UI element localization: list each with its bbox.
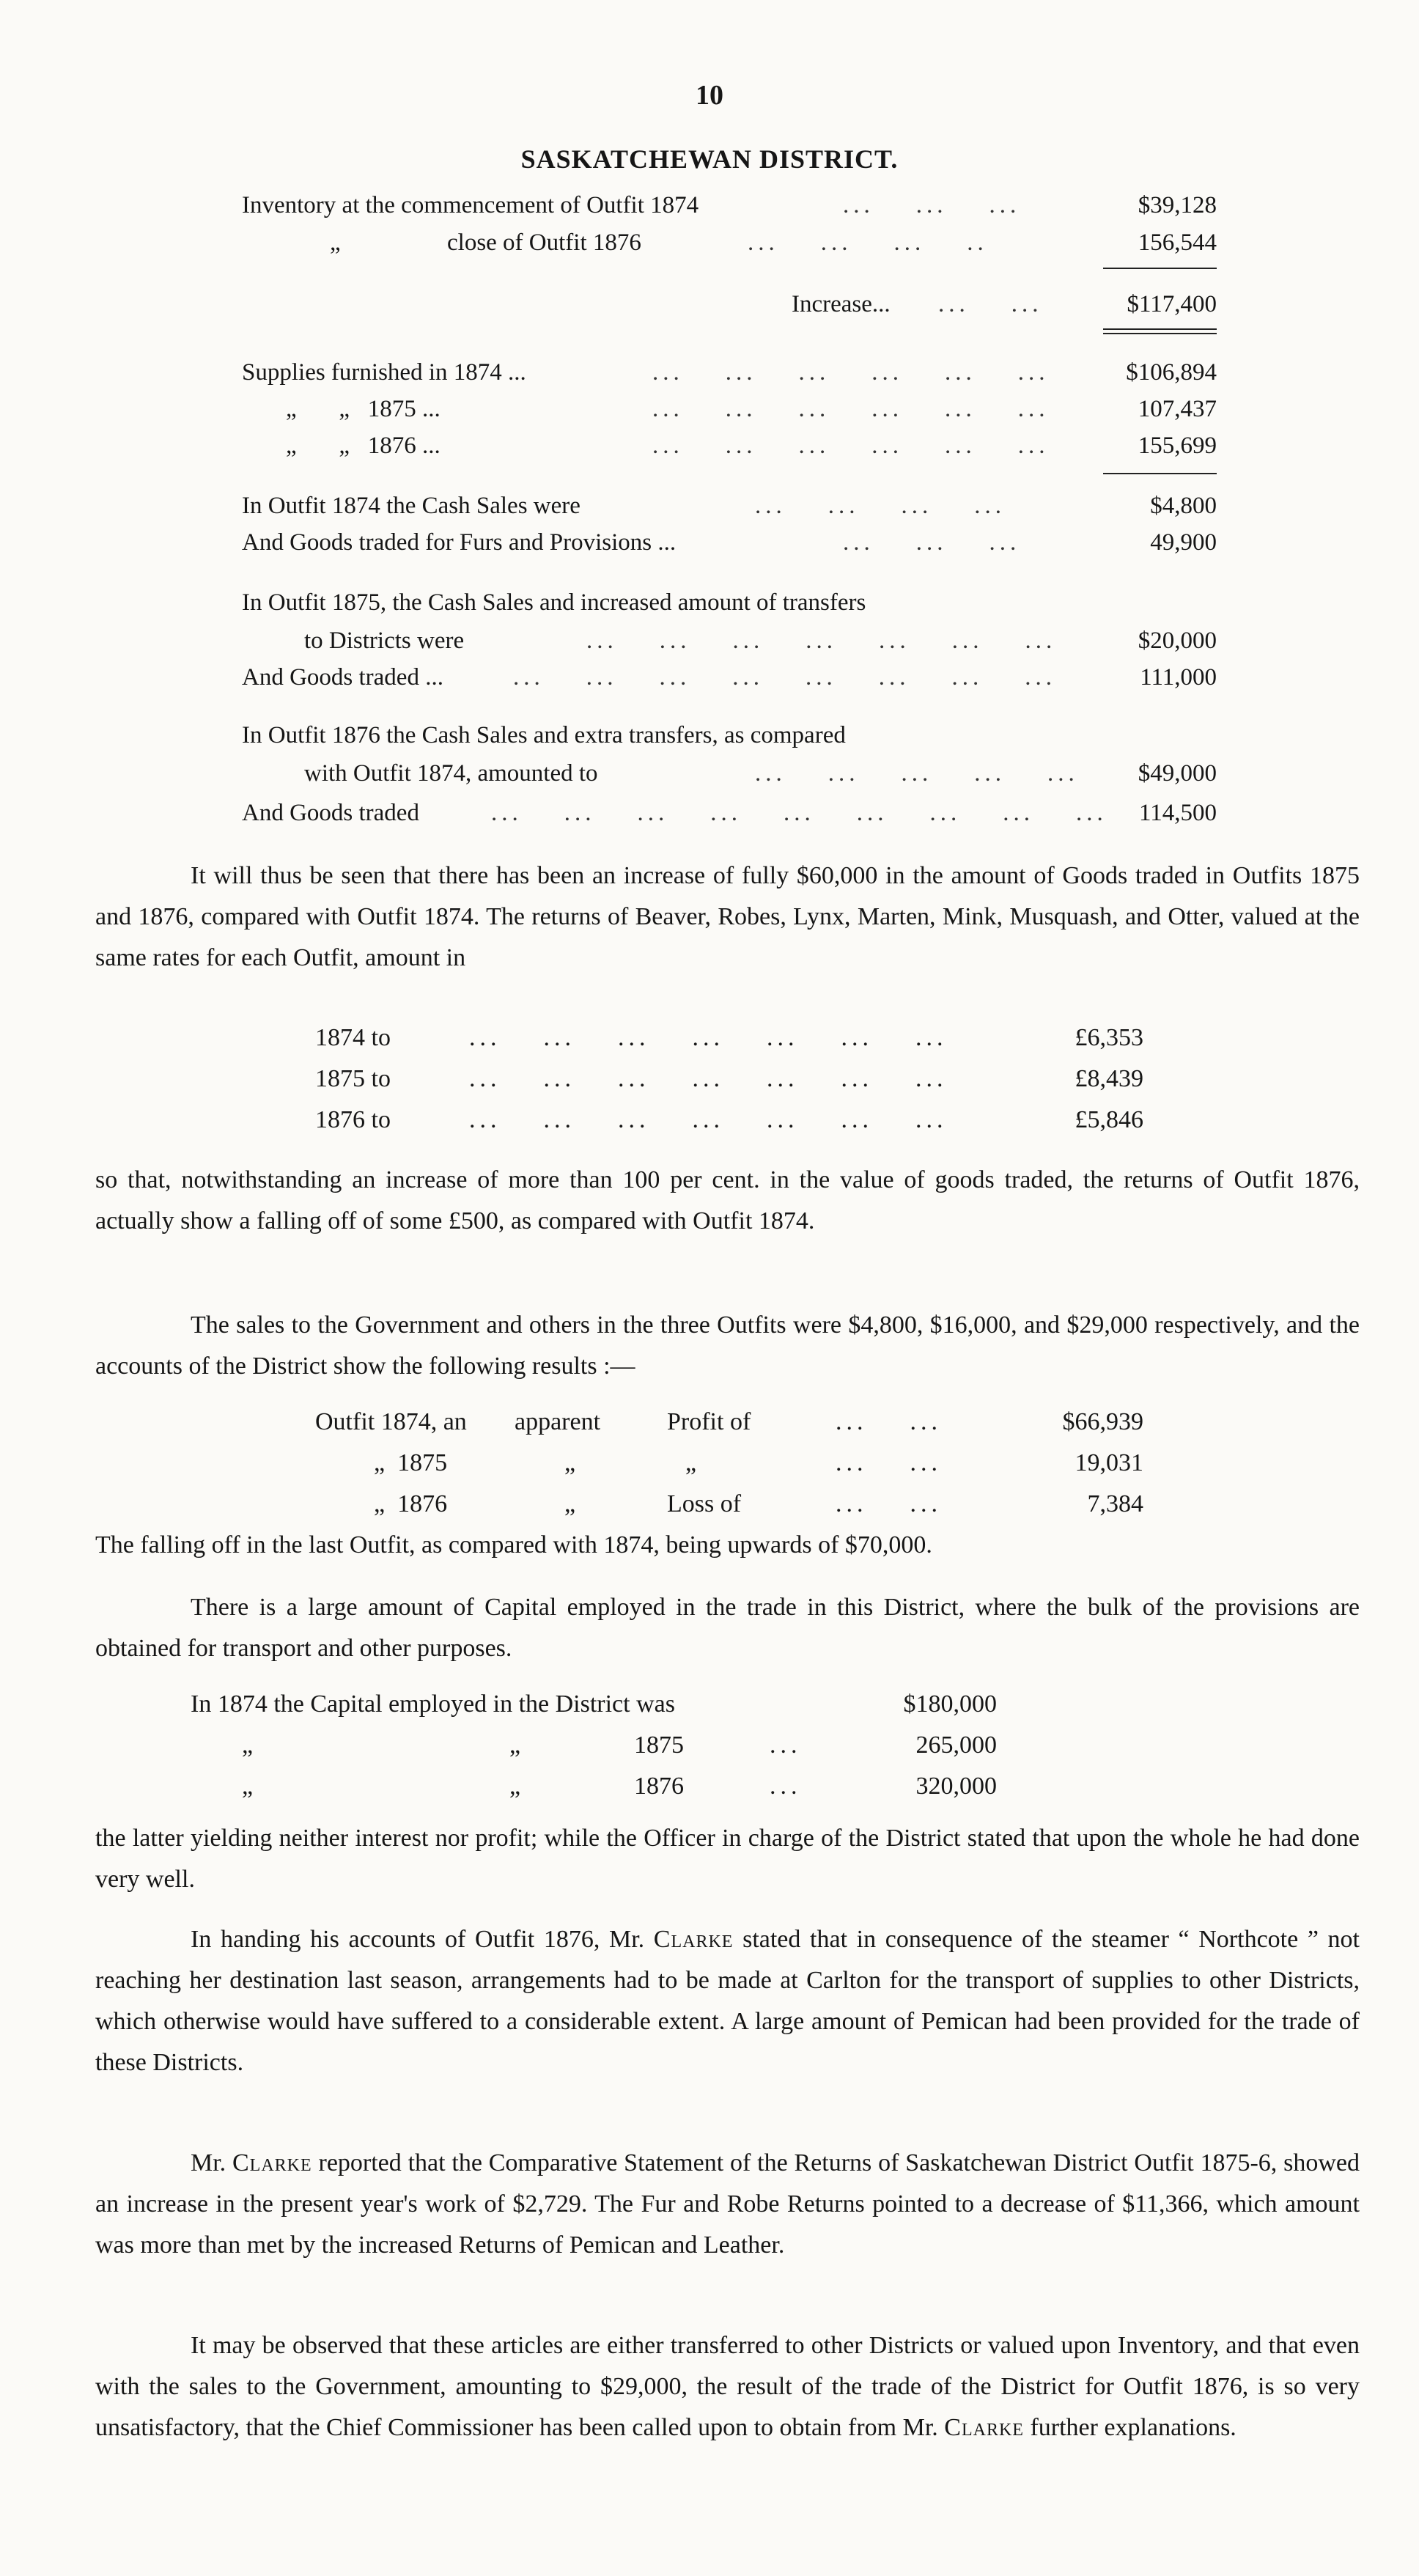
outfit-1875-goods-row: And Goods traded ... ... ... ... ... ... ... ... ... 111,000 xyxy=(242,659,1217,696)
supplies-row-1-value: $106,894 xyxy=(1126,359,1217,386)
outfit-1876-goods-label: And Goods traded xyxy=(242,800,419,826)
increase-value: $117,400 xyxy=(1127,291,1217,317)
outfit-1876-goods-value: 114,500 xyxy=(1138,800,1217,826)
paragraph-9: It may be observed that these articles are either transferred to other Districts or valued upon Inventory, and that even with the sales to the Government, amounting to $29,000, the result of the trade of the District for Outfit 1876, is so very unsatisfactory, that the Chief Commissioner has been called upon to obtain from Mr. Clarke further explanations. xyxy=(95,2332,1360,2441)
outfit-1874-cash-label: In Outfit 1874 the Cash Sales were xyxy=(242,493,580,519)
name-clarke: Clarke xyxy=(944,2414,1024,2441)
outfit-1875-goods-value: 111,000 xyxy=(1140,664,1217,691)
document-page: 10 SASKATCHEWAN DISTRICT. Inventory at the commencement of Outfit 1874 ... ... ... $39,128 „ close of Outfit 1876 ... ... ... .. 156,544 Increase... ... ... $117,400 Supplies furnished in 1874 ... ... ... ... ... ... ... $106,894 „ „ 1875 ... ... ... ... ... ... ... 107,437 „ „ 1876 ... ... ... ... ... ... ... 155,699 In Outfit 1874 the Cash Sales were ... ... ... ... $4,800 And Goods traded for Furs and Provisions ... ... ... ... 49,900 In Outfit 1875, the Cash Sales and increased amount of transfers to Districts were ... ... ... ... ... ... ... $20,000 And Goods traded ... ... ... ... ... ... ... ... ... 111,000 In Outfit 1876 the Cash Sales and extra transfers, as compared with Outfit 1874, amounted to ... ... ... ... ... $49,000 And Goods traded ... ... ... ... ... ... ... ... ... 114,500 It will thus be seen that there has been an increase of fully $60,000 in the amount of Goods traded in Outfits 1875 and 1876, compared with Outfit 1874. The returns of Beaver, Robes, Lynx, Marten, Mink, Musquash, and Otter, valued at the same rates for each Outfit, amount in 1874 to ... ... ... ... ... ... ... £6,353 1875 to ... ... ... ... ... ... ... £8,439 1876 to ... ... ... ... ... ... ... £5,846 so that, notwithstanding an increase of more than 100 per cent. in the value of goods traded, the returns of Outfit 1876, actually show a falling off of some £500, as compared with Outfit 1874. The sales to the Government and others in the three Outfits were $4,800, $16,000, and $29,000 respectively, and the accounts of the District show the following results :— Outfit 1874, an apparent Profit of ... ... $66,939 „ 1875 „ „ ... ... 19,031 „ 1876 „ Loss of ... ... 7,384 The falling off in the last Outfit, as compared with 1874, being upwards of $70,000. There is a large amount of Capital employed in the trade in this District, where the bulk of the provisions are obtained for transport and other purposes. In 1874 the Capital employed in the District was $180,000 „ „ 1875 ... 265,000 „ „ 1876 ... 320,000 the latter yielding neither interest nor profit; while the Officer in charge of the District stated that upon the whole he had done very well. In handing his accounts of Outfit 1876, Mr. Clarke stated that in consequence of the steamer “ Northcote ” not reaching her destination last season, arrangements had to be made at Carlton for the transport of supplies to other Districts, which otherwise would have suffered to a considerable extent. A large amount of Pemican had been provided for the trade of these Districts. Mr. Clarke reported that the Comparative Statement of the Returns of Saskatchewan District Outfit 1875-6, showed an increase in the present year's work of $2,729. The Fur and Robe Returns pointed to a decrease of $11,366, which amount was more than met by the increased Returns of Pemican and Leather. It may be observed that these articles are either transferred to other Districts or valued upon Inventory, and that even with the sales to the Government, amounting to $29,000, the result of the trade of the District for Outfit 1876, is so very unsatisfactory, that the Chief Commissioner has been called upon to obtain from Mr. Clarke further explanations. xyxy=(0,0,1419,2576)
supplies-row-1: Supplies furnished in 1874 ... ... ... ... ... ... ... $106,894 xyxy=(242,354,1217,391)
outfit-1874-cash-row: In Outfit 1874 the Cash Sales were ... ... ... ... $4,800 xyxy=(242,487,1217,524)
paragraph-7: In handing his accounts of Outfit 1876, Mr. Clarke stated that in consequence of the steamer “ Northcote ” not reaching her destination last season, arrangements had to be made at Carlton for the transport of supplies to other Districts, which otherwise would have suffered to a considerable extent. A large amount of Pemican had been provided for the trade of these Districts. xyxy=(95,1926,1360,2076)
supplies-row-3-value: 155,699 xyxy=(1138,433,1217,459)
outfit-1876-line-2: with Outfit 1874, amounted to ... ... ... ... ... $49,000 xyxy=(242,755,1217,792)
outfit-1875-goods-label: And Goods traded ... xyxy=(242,664,443,691)
inventory-row-1-value: $39,128 xyxy=(1138,192,1217,218)
inventory-row-2: „ close of Outfit 1876 ... ... ... .. 156,544 xyxy=(242,224,1217,261)
outfit-1875-line-2-value: $20,000 xyxy=(1138,628,1217,654)
outfit-1876-line-2-label: with Outfit 1874, amounted to xyxy=(304,760,598,787)
supplies-row-2: „ „ 1875 ... ... ... ... ... ... ... 107,437 xyxy=(242,391,1217,427)
district-title: SASKATCHEWAN DISTRICT. xyxy=(520,144,899,174)
outfit-1874-goods-label: And Goods traded for Furs and Provisions ... xyxy=(242,529,677,556)
name-clarke: Clarke xyxy=(653,1926,734,1953)
paragraph-2: so that, notwithstanding an increase of more than 100 per cent. in the value of goods traded, the returns of Outfit 1876, actually show a falling off of some £500, as compared with Outfit 1874. xyxy=(95,1166,1360,1234)
outfit-1875-line-1-text: In Outfit 1875, the Cash Sales and increased amount of transfers xyxy=(242,589,866,616)
outfit-1874-goods-row: And Goods traded for Furs and Provisions ... ... ... ... 49,900 xyxy=(242,524,1217,561)
inventory-row-1-label: Inventory at the commencement of Outfit 1874 xyxy=(242,192,699,218)
name-clarke: Clarke xyxy=(232,2149,312,2176)
rule xyxy=(1103,473,1217,474)
paragraph-1: It will thus be seen that there has been an increase of fully $60,000 in the amount of Goods traded in Outfits 1875 and 1876, compared with Outfit 1874. The returns of Beaver, Robes, Lynx, Marten, Mink, Musquash, and Otter, valued at the same rates for each Outfit, amount in xyxy=(95,862,1360,971)
page-number: 10 xyxy=(696,80,723,111)
outfit-1875-line-2-label: to Districts were xyxy=(304,628,465,654)
inventory-row-2-ditto: „ xyxy=(330,229,341,256)
supplies-row-1-label: Supplies furnished in 1874 ... xyxy=(242,359,526,386)
outfit-1876-line-1 xyxy=(242,717,1217,754)
inventory-row-2-label: close of Outfit 1876 xyxy=(447,229,641,256)
double-rule-top xyxy=(1103,328,1217,330)
outfit-1874-goods-value: 49,900 xyxy=(1150,529,1217,556)
outfit-1876-line-1-text: In Outfit 1876 the Cash Sales and extra transfers, as compared xyxy=(242,722,846,748)
inventory-increase-row: Increase... ... ... $117,400 xyxy=(242,286,1217,323)
inventory-row-1: Inventory at the commencement of Outfit 1874 ... ... ... $39,128 xyxy=(242,187,1217,224)
supplies-row-3-label: „ „ 1876 ... xyxy=(286,433,441,459)
paragraph-4: The falling off in the last Outfit, as compared with 1874, being upwards of $70,000. xyxy=(95,1531,932,1559)
supplies-row-2-value: 107,437 xyxy=(1138,396,1217,422)
increase-label: Increase... xyxy=(792,291,891,317)
outfit-1875-line-2: to Districts were ... ... ... ... ... ... ... $20,000 xyxy=(242,622,1217,659)
inventory-row-2-value: 156,544 xyxy=(1138,229,1217,256)
supplies-row-2-label: „ „ 1875 ... xyxy=(286,396,441,422)
rule xyxy=(1103,268,1217,269)
double-rule-bottom xyxy=(1103,333,1217,334)
paragraph-3: The sales to the Government and others in the three Outfits were $4,800, $16,000, and $29,000 respectively, and the accounts of the District show the following results :— xyxy=(95,1311,1360,1380)
supplies-row-3: „ „ 1876 ... ... ... ... ... ... ... 155,699 xyxy=(242,427,1217,464)
outfit-1875-line-1 xyxy=(242,584,1217,621)
outfit-1876-goods-row: And Goods traded ... ... ... ... ... ... ... ... ... 114,500 xyxy=(242,795,1217,831)
paragraph-6: the latter yielding neither interest nor profit; while the Officer in charge of the District stated that upon the whole he had done very well. xyxy=(95,1825,1360,1893)
outfit-1874-cash-value: $4,800 xyxy=(1150,493,1217,519)
paragraph-8: Mr. Clarke reported that the Comparative Statement of the Returns of Saskatchewan District Outfit 1875-6, showed an increase in the present year's work of $2,729. The Fur and Robe Returns pointed to a decrease of $11,366, which amount was more than met by the increased Returns of Pemican and Leather. xyxy=(95,2149,1360,2259)
paragraph-5: There is a large amount of Capital employed in the trade in this District, where the bulk of the provisions are obtained for transport and other purposes. xyxy=(95,1594,1360,1662)
outfit-1876-line-2-value: $49,000 xyxy=(1138,760,1217,787)
